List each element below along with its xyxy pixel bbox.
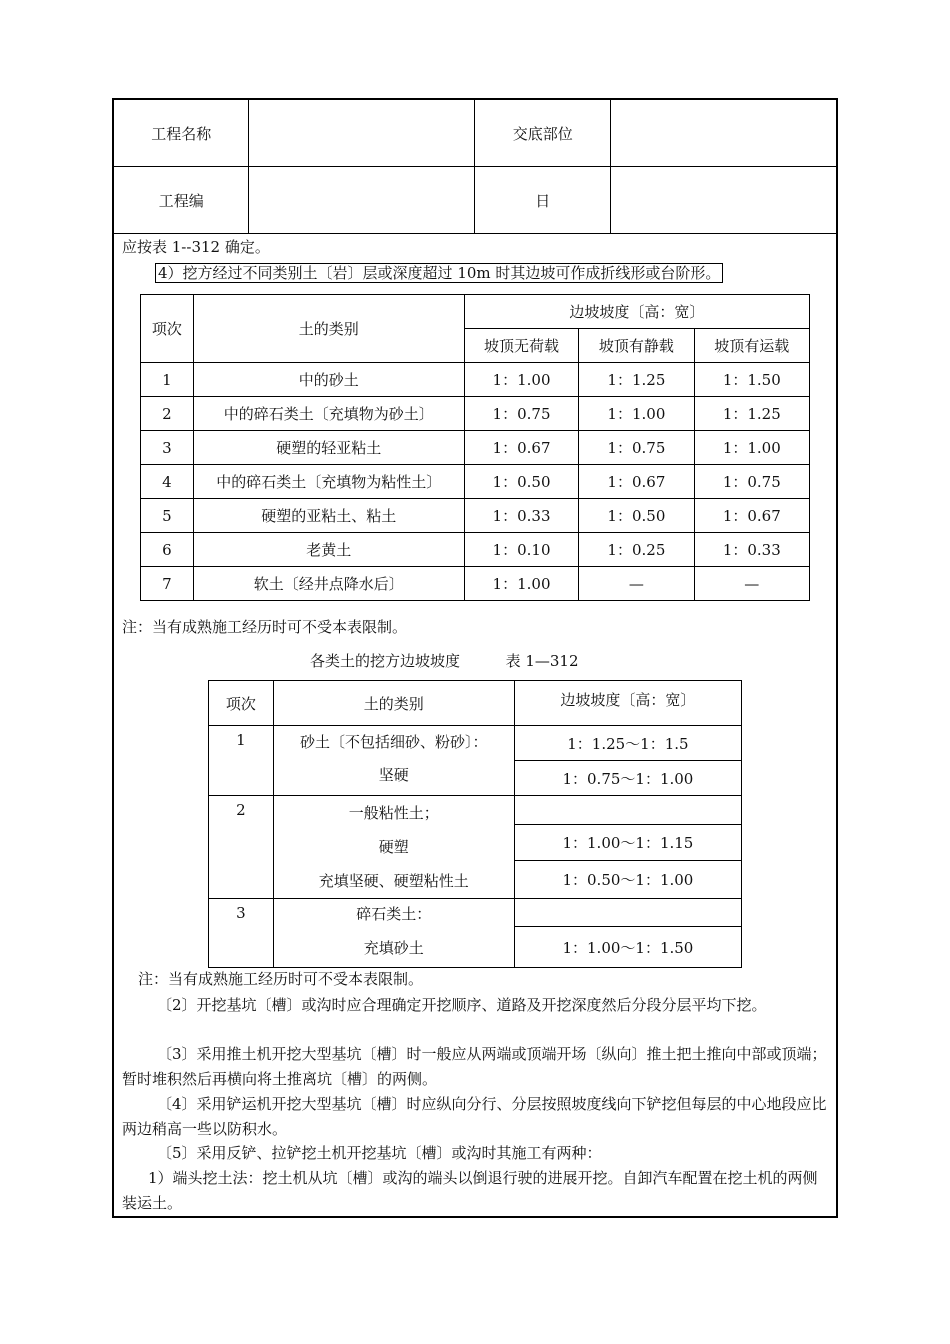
t2-g2-soil-3: 充填坚硬、硬塑粘性土 [318, 872, 469, 890]
paragraph-5: 〔5〕采用反铲、拉铲挖土机开挖基坑〔槽〕或沟时其施工有两种： [157, 1144, 602, 1162]
table-row [141, 465, 810, 499]
part-value [610, 100, 836, 167]
date-label: 日 [475, 167, 610, 234]
slope-table-2 [208, 680, 742, 968]
t2-g3-soil-2: 充填砂土 [363, 939, 424, 957]
part-label: 交底部位 [475, 100, 610, 167]
table2-note: 注：当有成熟施工经历时可不受本表限制。 [138, 970, 424, 988]
t2-g1-soil [273, 726, 514, 796]
t1-cell-c: 1：0.75 [694, 465, 809, 499]
t1-cell-soil: 老黄土 [193, 533, 464, 567]
t2-g3-value-2: 1：1.00～1：1.50 [514, 927, 741, 968]
t1-cell-c: 1：0.67 [694, 499, 809, 533]
t2-header-soil: 土的类别 [273, 681, 514, 726]
paragraph-2: 〔2〕开挖基坑〔槽〕或沟时应合理确定开挖顺序、道路及开挖深度然后分段分层平均下挖。 [157, 996, 767, 1014]
t2-g3-soil [273, 899, 514, 968]
intro-line-2-text: 4）挖方经过不同类别土〔岩〕层或深度超过 10m 时其边坡可作成折线形或台阶形。 [155, 263, 723, 283]
t1-cell-a: 1：1.00 [464, 363, 578, 397]
t1-header-c3: 坡顶有运载 [694, 329, 809, 363]
t2-g1-value-1: 1：1.25～1：1.5 [514, 726, 741, 761]
date-value [610, 167, 836, 234]
t1-cell-soil: 中的砂土 [193, 363, 464, 397]
paragraph-3: 〔3〕采用推土机开挖大型基坑〔槽〕时一般应从两端或顶端开场〔纵向〕推土把土推向中部或顶端；暂时堆积然后再横向将土推离坑〔槽〕的两侧。 [122, 1045, 827, 1088]
paragraph-6: 1）端头挖土法：挖土机从坑〔槽〕或沟的端头以倒退行驶的进展开挖。自卸汽车配置在挖土机的两侧装运土。 [122, 1169, 818, 1212]
t2-g1-index: 1 [209, 726, 274, 796]
t2-g2-soil-1: 一般粘性土； [348, 804, 439, 822]
t1-cell-soil: 软土〔经井点降水后〕 [193, 567, 464, 601]
t1-header-index: 项次 [141, 295, 194, 363]
t2-g2-soil [273, 796, 514, 899]
t2-header-index: 项次 [209, 681, 274, 726]
t1-cell-a: 1：1.00 [464, 567, 578, 601]
table2-caption-title: 各类土的挖方边坡坡度 [310, 652, 461, 670]
t1-cell-a: 1：0.10 [464, 533, 578, 567]
t1-cell-index: 5 [141, 499, 194, 533]
t2-g2-value-3: 1：0.50～1：1.00 [514, 860, 741, 898]
project-no-value [249, 167, 475, 234]
table-row [141, 533, 810, 567]
t1-cell-b: 1：0.50 [579, 499, 694, 533]
t1-cell-index: 1 [141, 363, 194, 397]
t1-cell-b: — [579, 567, 694, 601]
t1-cell-b: 1：1.25 [579, 363, 694, 397]
t2-g3-value-1 [514, 899, 741, 927]
t1-cell-c: 1：0.33 [694, 533, 809, 567]
intro-line-2 [155, 262, 723, 284]
t1-cell-a: 1：0.33 [464, 499, 578, 533]
project-no-label: 工程编 [114, 167, 249, 234]
t1-header-soil: 土的类别 [193, 295, 464, 363]
t1-cell-b: 1：0.67 [579, 465, 694, 499]
t1-cell-b: 1：0.75 [579, 431, 694, 465]
t2-g2-index: 2 [209, 796, 274, 899]
t2-g2-value-1 [514, 796, 741, 825]
t1-cell-index: 3 [141, 431, 194, 465]
table2-caption-no: 表 1—312 [505, 652, 579, 670]
table-row [141, 499, 810, 533]
t1-cell-soil: 中的碎石类土〔充填物为砂土〕 [193, 397, 464, 431]
t1-cell-index: 2 [141, 397, 194, 431]
t2-g2-soil-2: 硬塑 [378, 838, 409, 856]
t1-cell-a: 1：0.75 [464, 397, 578, 431]
t1-cell-b: 1：1.00 [579, 397, 694, 431]
table-row [141, 431, 810, 465]
t1-cell-soil: 硬塑的亚粘土、粘土 [193, 499, 464, 533]
intro-line-1: 应按表 1--312 确定。 [122, 238, 270, 256]
t2-g3-index: 3 [209, 899, 274, 968]
table-row [141, 567, 810, 601]
t1-cell-index: 7 [141, 567, 194, 601]
t1-header-c1: 坡顶无荷载 [464, 329, 578, 363]
t1-cell-a: 1：0.67 [464, 431, 578, 465]
t1-cell-soil: 硬塑的轻亚粘土 [193, 431, 464, 465]
project-name-value [249, 100, 475, 167]
paragraph-4: 〔4〕采用铲运机开挖大型基坑〔槽〕时应纵向分行、分层按照坡度线向下铲挖但每层的中心地段应比两边稍高一些以防积水。 [122, 1095, 827, 1138]
table-row [141, 397, 810, 431]
t1-header-c2: 坡顶有静载 [579, 329, 694, 363]
t2-g2-value-2: 1：1.00～1：1.15 [514, 825, 741, 860]
t1-cell-c: 1：1.00 [694, 431, 809, 465]
t1-cell-c: — [694, 567, 809, 601]
t1-cell-a: 1：0.50 [464, 465, 578, 499]
t2-header-slope: 边坡坡度〔高：宽〕 [514, 681, 741, 726]
t1-cell-soil: 中的碎石类土〔充填物为粘性土〕 [193, 465, 464, 499]
t1-cell-index: 6 [141, 533, 194, 567]
t1-cell-b: 1：0.25 [579, 533, 694, 567]
t1-cell-index: 4 [141, 465, 194, 499]
slope-table-1 [140, 294, 810, 601]
t1-cell-c: 1：1.50 [694, 363, 809, 397]
table2-caption [310, 650, 579, 671]
table-row [141, 363, 810, 397]
t1-header-slope: 边坡坡度〔高：宽〕 [464, 295, 809, 329]
t2-g3-soil-1: 碎石类土： [356, 905, 432, 923]
table1-note: 注：当有成熟施工经历时可不受本表限制。 [122, 618, 408, 636]
header-table [114, 100, 836, 234]
t2-g1-soil-2: 坚硬 [378, 766, 409, 784]
project-name-label: 工程名称 [114, 100, 249, 167]
t2-g1-soil-1: 砂土〔不包括细砂、粉砂〕： [300, 733, 488, 751]
t1-cell-c: 1：1.25 [694, 397, 809, 431]
t2-g1-value-2: 1：0.75～1：1.00 [514, 761, 741, 796]
